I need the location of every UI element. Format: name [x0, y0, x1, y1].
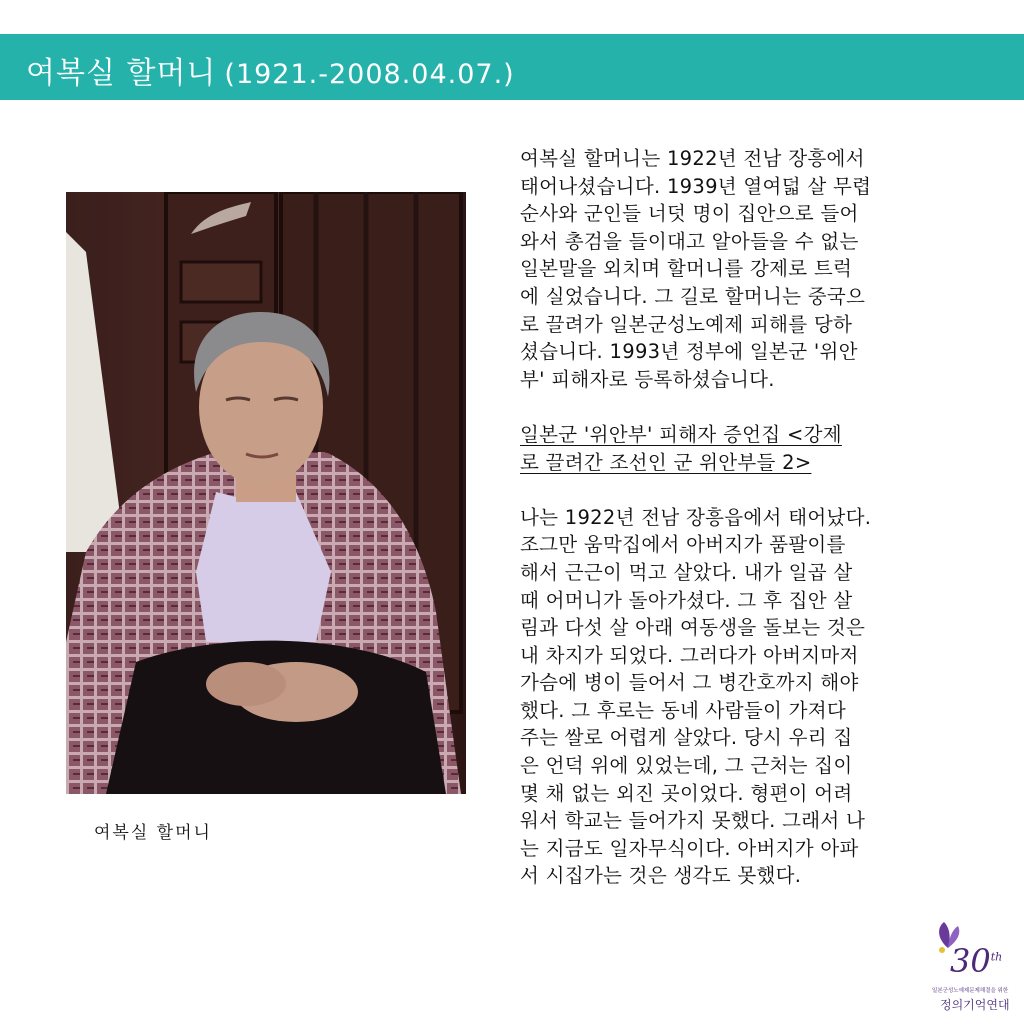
- title-dates: (1921.-2008.04.07.): [224, 59, 515, 90]
- testimony-line: 내 차지가 되었다. 그러다가 아버지마저: [520, 643, 859, 667]
- source-title: [520, 421, 960, 476]
- testimony-line: 했다. 그 후로는 동네 사람들이 가져다: [520, 698, 847, 722]
- bio-line: 여복실 할머니는 1922년 전남 장흥에서: [520, 147, 865, 170]
- bio-line: 부' 피해자로 등록하셨습니다.: [520, 367, 775, 391]
- bio-line: 와서 총검을 들이대고 알아들을 수 없는: [520, 229, 859, 253]
- photo-caption: 여복실 할머니: [94, 823, 212, 843]
- logo-organization: 정의기억연대: [940, 998, 1010, 1012]
- bio-line: 일본말을 외치며 할머니를 강제로 트럭: [520, 257, 853, 281]
- testimony-line: 은 언덕 위에 있었는데, 그 근처는 집이: [520, 754, 853, 778]
- bio-line: 순사와 군인들 너덧 명이 집안으로 들어: [520, 202, 859, 226]
- source-line: 로 끌려간 조선인 군 위안부들 2>: [520, 450, 812, 474]
- bio-line: 셨습니다. 1993년 정부에 일본군 '위안: [520, 340, 858, 364]
- text-column: [520, 145, 960, 890]
- portrait-photo: [66, 192, 466, 794]
- logo-subtitle: 일본군성노예제문제해결을 위한: [932, 988, 1009, 994]
- testimony-line: 워서 학교는 들어가지 못했다. 그래서 나: [520, 809, 866, 833]
- portrait-illustration: [66, 192, 466, 794]
- testimony-line: 주는 쌀로 어렵게 살았다. 당시 우리 집: [520, 726, 853, 750]
- bio-line: 태어나셨습니다. 1939년 열여덟 살 무렵: [520, 174, 872, 198]
- title-name: 여복실 할머니: [26, 56, 217, 91]
- header-bar: [0, 34, 1024, 100]
- logo-year: 30th: [950, 942, 1003, 980]
- testimony-line: 해서 근근이 먹고 살았다. 내가 일곱 살: [520, 560, 853, 584]
- bio-line: 에 실었습니다. 그 길로 할머니는 중국으: [520, 284, 866, 308]
- source-line: 일본군 '위안부' 피해자 증언집 <강제: [520, 422, 842, 446]
- testimony-line: 서 시집가는 것은 생각도 못했다.: [520, 864, 802, 888]
- testimony-line: 가슴에 병이 들어서 그 병간호까지 해야: [520, 671, 859, 695]
- testimony-line: 몇 채 없는 외진 곳이었다. 형편이 어려: [520, 781, 853, 805]
- testimony-paragraph: [520, 504, 960, 890]
- testimony-line: 림과 다섯 살 아래 여동생을 돌보는 것은: [520, 616, 866, 640]
- testimony-line: 때 어머니가 돌아가셨다. 그 후 집안 살: [520, 588, 853, 612]
- organization-logo: [928, 918, 1018, 1018]
- testimony-line: 는 지금도 일자무식이다. 아버지가 아파: [520, 836, 859, 860]
- testimony-line: 나는 1922년 전남 장흥읍에서 태어났다.: [520, 505, 872, 529]
- bio-line: 로 끌려가 일본군성노예제 피해를 당하: [520, 312, 853, 336]
- testimony-line: 조그만 움막집에서 아버지가 품팔이를: [520, 533, 846, 557]
- page-title: [26, 48, 515, 92]
- bio-paragraph: [520, 145, 960, 393]
